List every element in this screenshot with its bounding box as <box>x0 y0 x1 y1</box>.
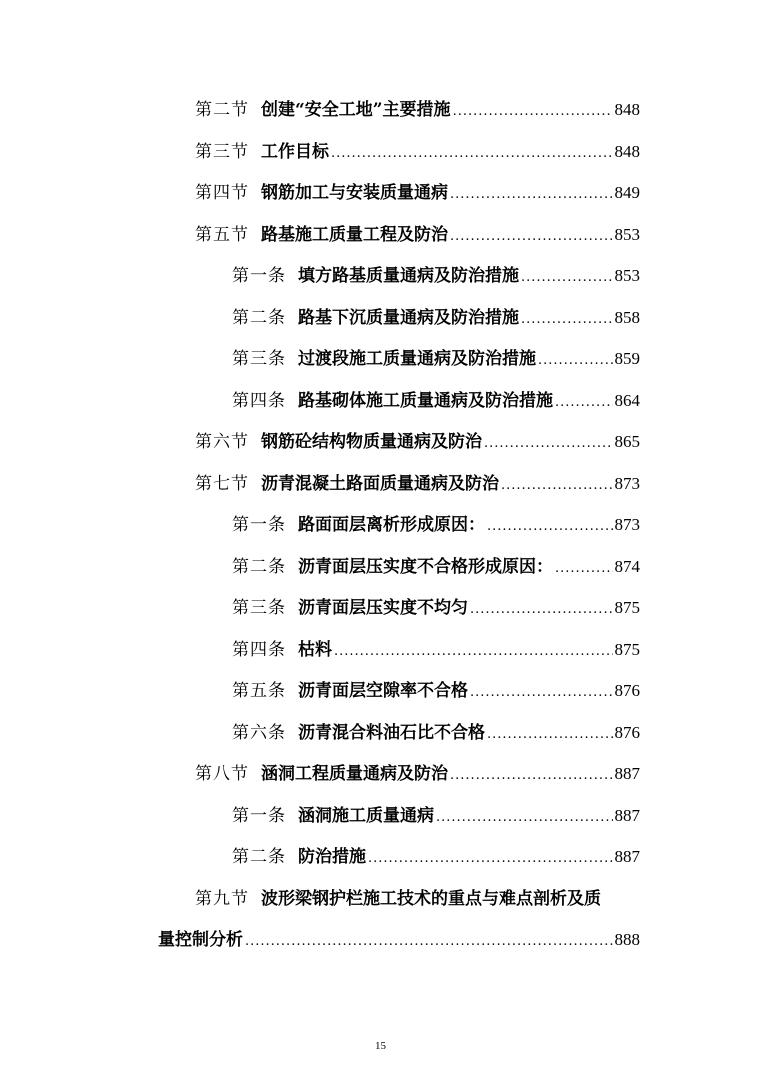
article-title: 路基下沉质量通病及防治措施 <box>298 308 519 328</box>
page-ref: 873 <box>614 474 640 493</box>
section-number: 第七节 <box>195 474 249 494</box>
dot-leader <box>555 555 613 583</box>
article-number: 第四条 <box>232 640 286 660</box>
article-title: 防治措施 <box>298 847 366 867</box>
page-ref: 876 <box>614 681 640 700</box>
section-number: 第三节 <box>195 142 249 162</box>
article-title: 路基砌体施工质量通病及防治措施 <box>298 391 553 411</box>
page-ref: 887 <box>614 806 640 825</box>
page-ref: 875 <box>614 640 640 659</box>
section-title: 波形梁钢护栏施工技术的重点与难点剖析及质 <box>261 889 601 909</box>
article-title: 路面面层离析形成原因： <box>298 515 485 535</box>
page-ref: 865 <box>614 432 640 451</box>
dot-leader <box>470 596 613 624</box>
article-title: 沥青面层空隙率不合格 <box>298 681 468 701</box>
toc-entry[interactable] <box>232 677 640 705</box>
article-number: 第五条 <box>232 681 286 701</box>
page-ref: 887 <box>614 847 640 866</box>
dot-leader <box>436 804 613 832</box>
toc-entry[interactable] <box>232 843 640 871</box>
article-number: 第三条 <box>232 349 286 369</box>
page-ref: 848 <box>614 142 640 161</box>
toc-entry[interactable] <box>195 138 640 166</box>
section-number: 第四节 <box>195 183 249 203</box>
article-number: 第一条 <box>232 515 286 535</box>
toc-entry[interactable] <box>232 345 640 373</box>
article-number: 第四条 <box>232 391 286 411</box>
dot-leader <box>521 264 613 292</box>
dot-leader <box>453 98 613 126</box>
dot-leader <box>521 306 613 334</box>
section-number: 第二节 <box>195 100 249 120</box>
dot-leader <box>484 430 613 458</box>
toc-entry[interactable] <box>232 636 640 664</box>
page-ref: 888 <box>614 930 640 949</box>
page-ref: 859 <box>614 349 640 368</box>
page-ref: 876 <box>614 723 640 742</box>
article-title: 枯料 <box>298 640 332 660</box>
toc-entry[interactable] <box>232 387 640 415</box>
article-number: 第三条 <box>232 598 286 618</box>
dot-leader <box>538 347 613 375</box>
toc-entry[interactable] <box>195 96 640 124</box>
dot-leader <box>450 223 613 251</box>
toc-entry-wrapped[interactable] <box>195 885 640 913</box>
section-title: 创建“安全工地”主要措施 <box>261 100 451 120</box>
article-number: 第二条 <box>232 308 286 328</box>
section-title: 路基施工质量工程及防治 <box>261 225 448 245</box>
article-title: 填方路基质量通病及防治措施 <box>298 266 519 286</box>
page-ref: 853 <box>614 266 640 285</box>
dot-leader <box>245 928 613 956</box>
dot-leader <box>368 845 613 873</box>
page-ref: 875 <box>614 598 640 617</box>
toc-entry[interactable] <box>232 553 640 581</box>
section-title: 沥青混凝土路面质量通病及防治 <box>261 474 499 494</box>
section-title: 涵洞工程质量通病及防治 <box>261 764 448 784</box>
page-ref: 858 <box>614 308 640 327</box>
dot-leader <box>555 389 613 417</box>
dot-leader <box>501 472 613 500</box>
toc-entry[interactable] <box>195 221 640 249</box>
dot-leader <box>450 762 613 790</box>
toc-entry[interactable] <box>232 511 640 539</box>
article-number: 第二条 <box>232 557 286 577</box>
toc-entry[interactable] <box>195 760 640 788</box>
page-ref: 887 <box>614 764 640 783</box>
article-number: 第一条 <box>232 266 286 286</box>
section-number: 第八节 <box>195 764 249 784</box>
section-title: 工作目标 <box>261 142 329 162</box>
article-number: 第六条 <box>232 723 286 743</box>
section-title: 钢筋砼结构物质量通病及防治 <box>261 432 482 452</box>
toc-entry[interactable] <box>195 470 640 498</box>
article-title: 沥青面层压实度不均匀 <box>298 598 468 618</box>
article-number: 第一条 <box>232 806 286 826</box>
article-title: 过渡段施工质量通病及防治措施 <box>298 349 536 369</box>
toc-entry[interactable] <box>195 179 640 207</box>
page-ref: 853 <box>614 225 640 244</box>
toc-entry[interactable] <box>195 428 640 456</box>
page-ref: 848 <box>614 100 640 119</box>
article-title: 涵洞施工质量通病 <box>298 806 434 826</box>
dot-leader <box>487 721 613 749</box>
dot-leader <box>487 513 613 541</box>
toc-entry[interactable] <box>232 594 640 622</box>
page-ref: 874 <box>614 557 640 576</box>
toc-entry[interactable] <box>232 802 640 830</box>
section-number: 第九节 <box>195 889 249 909</box>
dot-leader <box>331 140 613 168</box>
toc-entry[interactable] <box>232 304 640 332</box>
article-number: 第二条 <box>232 847 286 867</box>
section-title-continuation: 量控制分析 <box>158 930 243 950</box>
article-title: 沥青混合料油石比不合格 <box>298 723 485 743</box>
dot-leader <box>470 679 613 707</box>
page-ref: 864 <box>614 391 640 410</box>
toc-entry[interactable] <box>232 262 640 290</box>
section-number: 第五节 <box>195 225 249 245</box>
toc-entry[interactable] <box>232 719 640 747</box>
article-title: 沥青面层压实度不合格形成原因： <box>298 557 553 577</box>
section-number: 第六节 <box>195 432 249 452</box>
page-number: 15 <box>375 1040 386 1052</box>
section-title: 钢筋加工与安装质量通病 <box>261 183 448 203</box>
toc-entry-continuation[interactable] <box>158 926 640 954</box>
dot-leader <box>450 181 613 209</box>
page-ref: 849 <box>614 183 640 202</box>
dot-leader <box>334 638 613 666</box>
page-ref: 873 <box>614 515 640 534</box>
